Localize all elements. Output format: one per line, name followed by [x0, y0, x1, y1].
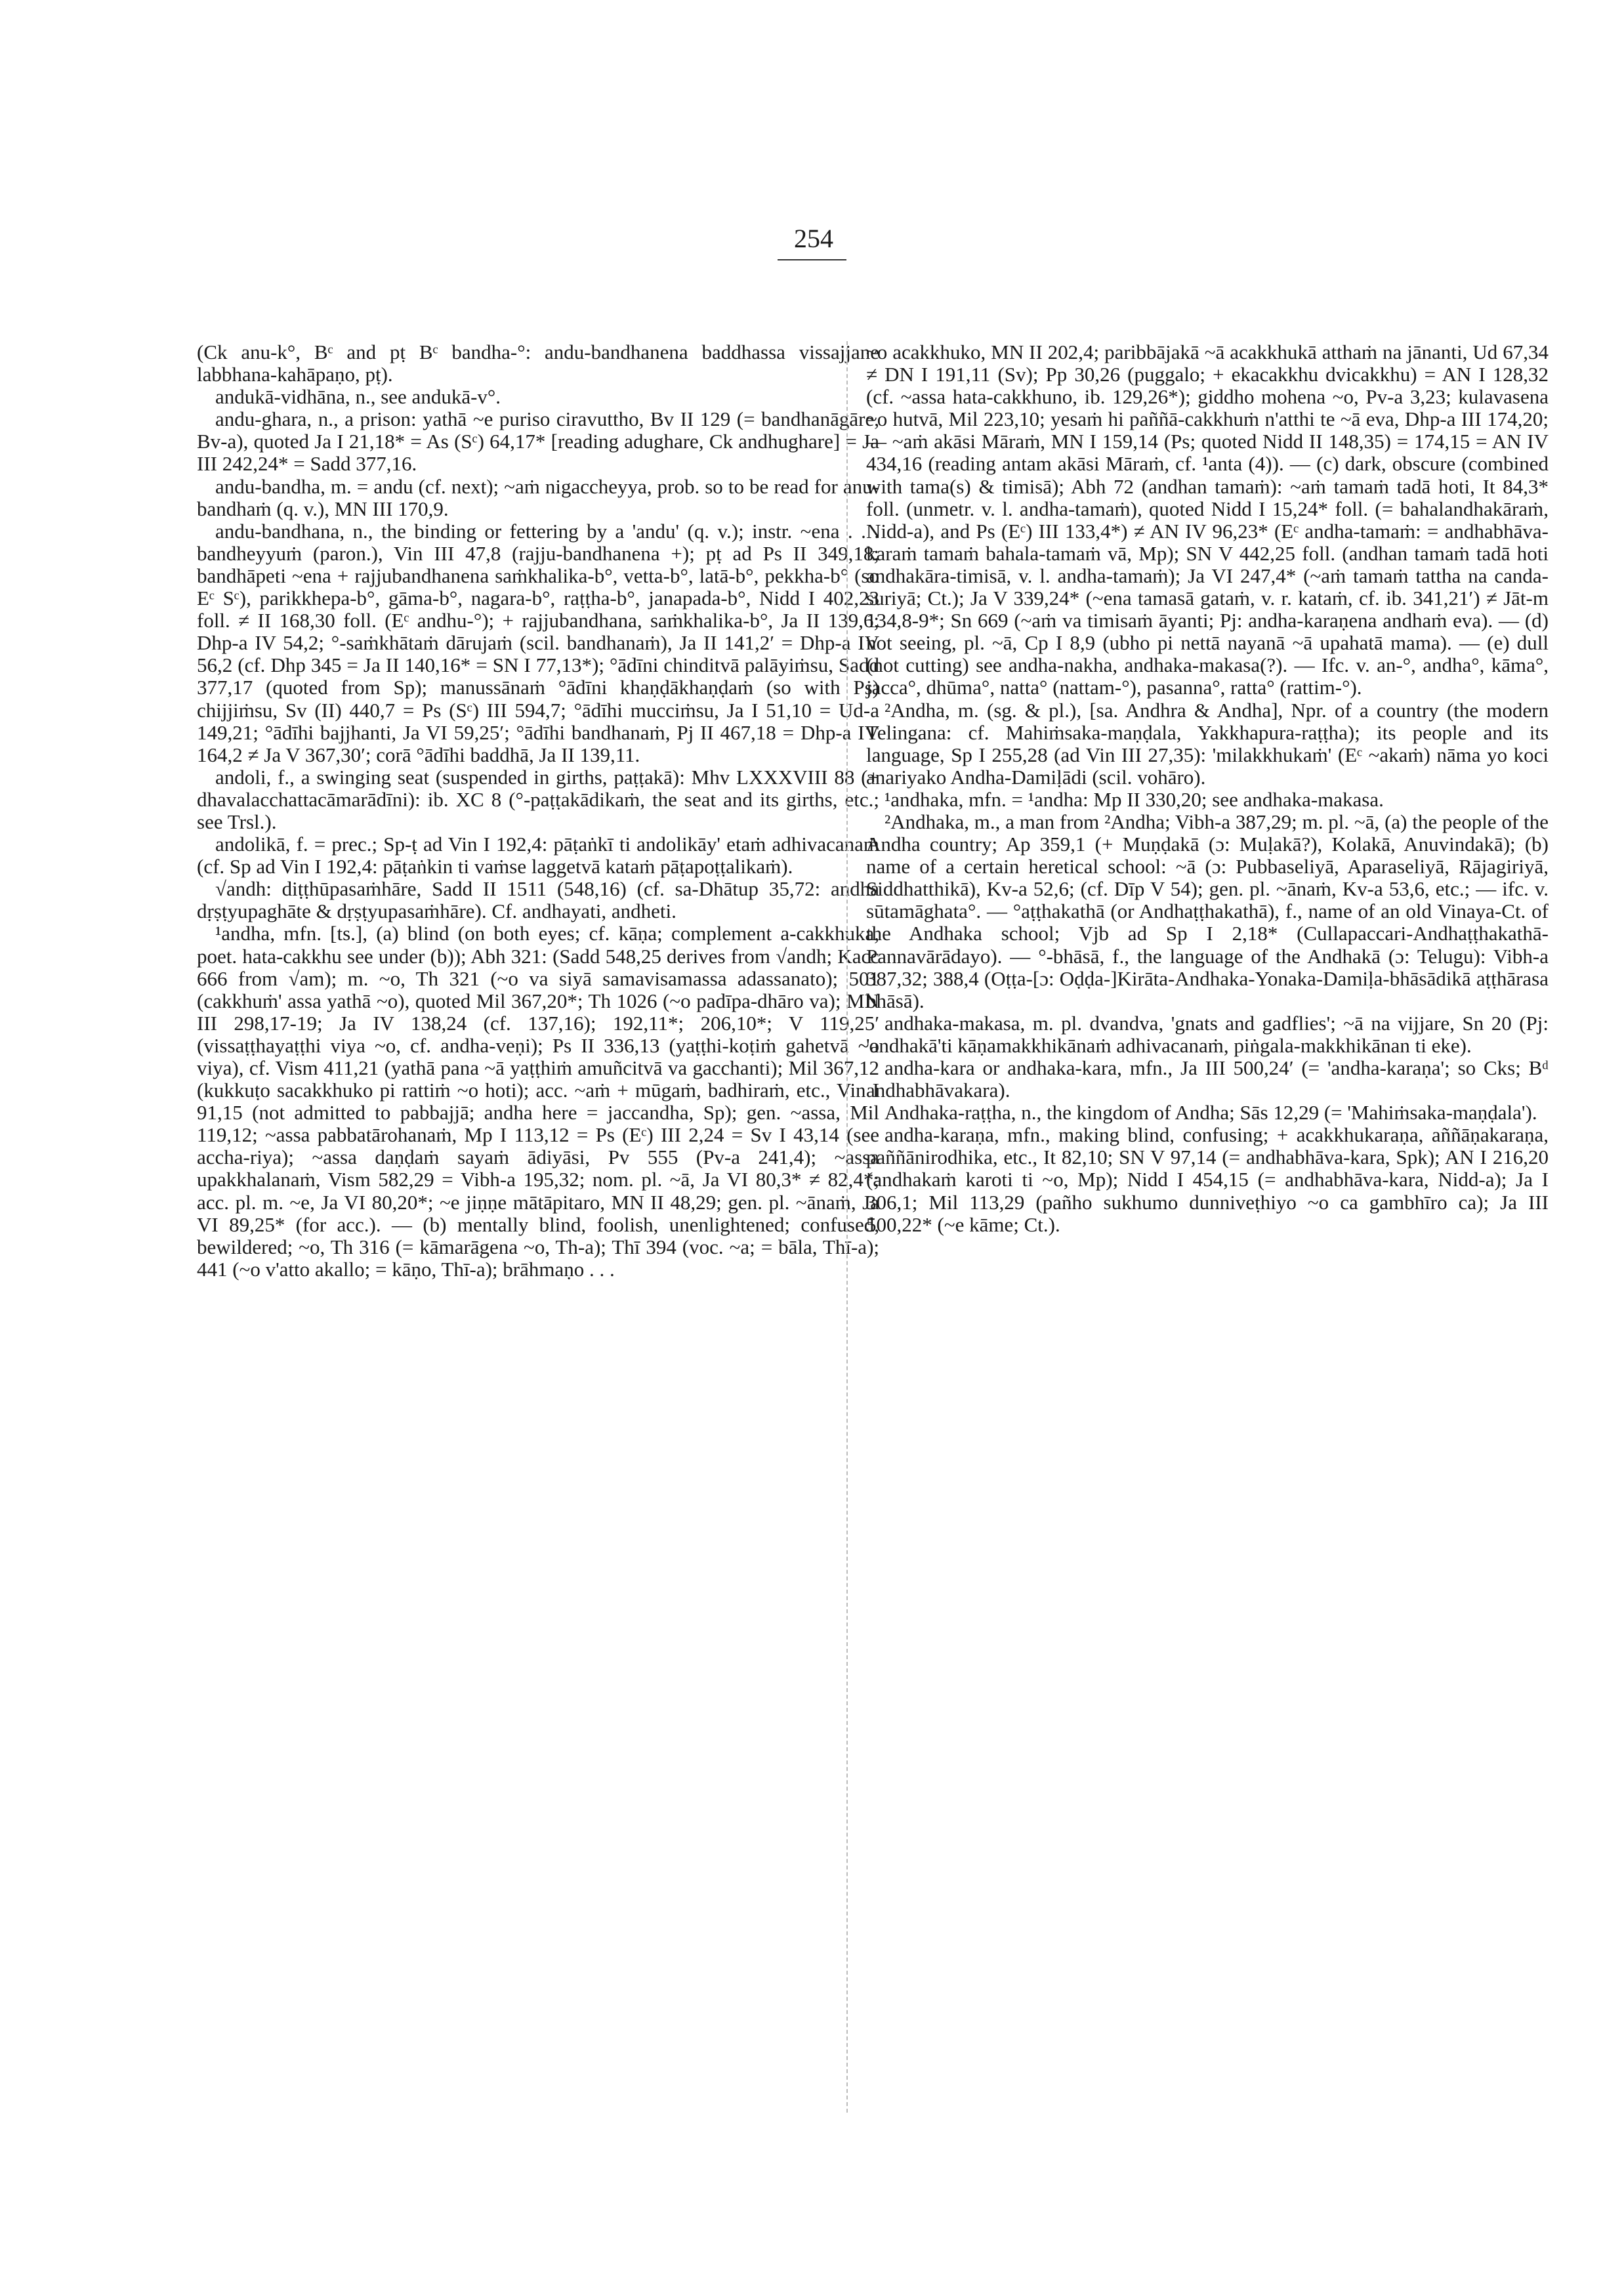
dictionary-entry: ²Andhaka, m., a man from ²Andha; Vibh-a 387,29; m. pl. ~ā, (a) the people of the Andha country; Ap 359,1 (+ Muṇḍakā (ɔ: Muḷakā?), Kolakā, Anuvindakā); (b) name of a certain heretical school: ~ā (ɔ: Pubbaseliyā, Aparaseliyā, Rājagiriyā, Siddhatthikā), Kv-a 52,6; (cf. Dīp V 54); gen. pl. ~ānaṁ, Kv-a 53,6, etc.; — ifc. v. sūtamāghata°. — °aṭṭhakathā (or Andhaṭṭhakathā), f., name of an old Vinaya-Ct. of the Andhaka school; Vjb ad Sp I 2,18* (Cullapaccari-Andhaṭṭhakathā-Pannavārādayo). — °-bhāsā, f., the language of the Andhakā (ɔ: Telugu): Vibh-a 387,32; 388,4 (Oṭṭa-[ɔ: Oḍḍa-]Kirāta-Andhaka-Yonaka-Damiḷa-bhāsādikā aṭṭhārasa bhāsā). — [866, 810, 1549, 1012]
dictionary-entry: (Ck anu-k°, Bᶜ and pṭ Bᶜ bandha-°: andu-bandhanena baddhassa vissajjane labbhana-kahāpaṇo, pṭ). — [197, 341, 879, 386]
dictionary-entry: andoli, f., a swinging seat (suspended in girths, paṭṭakā): Mhv LXXXVIII 88 (+ dhavalacchattacāmarādīni): ib. XC 8 (°-paṭṭakādikaṁ, the seat and its girths, etc.; see Trsl.). — [197, 765, 879, 833]
dictionary-entry: ¹andha, mfn. [ts.], (a) blind (on both eyes; cf. kāṇa; complement a-cakkhuka, poet. hata-cakkhu see under (b)); Abh 321: (Sadd 548,25 derives from √andh; Kacc 666 from √am); m. ~o, Th 321 (~o va siyā samavisamassa adassanato); 501 (cakkhuṁ' assa yathā ~o), quoted Mil 367,20*; Th 1026 (~o padīpa-dhāro va); MN III 298,17-19; Ja IV 138,24 (cf. 137,16); 192,11*; 206,10*; V 119,25′ (vissaṭṭhayaṭṭhi viya ~o, cf. andha-veṇi); Ps II 336,13 (yaṭṭhi-koṭiṁ gahetvā ~o viya), cf. Vism 411,21 (yathā pana ~ā yaṭṭhiṁ amuñcitvā va gacchanti); Mil 367,12 (kukkuṭo sacakkhuko pi rattiṁ ~o hoti); acc. ~aṁ + mūgaṁ, badhiraṁ, etc., Vin I 91,15 (not admitted to pabbajjā; andha here = jaccandha, Sp); gen. ~assa, Mil 119,12; ~assa pabbatārohanaṁ, Mp I 113,12 = Ps (Eᶜ) III 2,24 = Sv I 43,14 (see accha-riya); ~assa daṇḍaṁ sayaṁ ādiyāsi, Pv 555 (Pv-a 241,4); ~assa upakkhalanaṁ, Vism 582,29 = Vibh-a 195,32; nom. pl. ~ā, Ja VI 80,3* ≠ 82,4*; acc. pl. m. ~e, Ja VI 80,20*; ~e jiṇṇe mātāpitaro, MN II 48,29; gen. pl. ~ānaṁ, Ja VI 89,25* (for acc.). — (b) mentally blind, foolish, unenlightened; confused, bewildered; ~o, Th 316 (= kāmarāgena ~o, Th-a); Thī 394 (voc. ~a; = bāla, Thī-a); 441 (~o v'atto akallo; = kāṇo, Thī-a); brāhmaṇo . . . — [197, 922, 879, 1281]
dictionary-entry: ¹andhaka, mfn. = ¹andha: Mp II 330,20; see andhaka-makasa. — [885, 787, 1384, 811]
dictionary-entry: ~o acakkhuko, MN II 202,4; paribbājakā ~ā acakkhukā atthaṁ na jānanti, Ud 67,34 ≠ DN I 191,11 (Sv); Pp 30,26 (puggalo; + ekacakkhu dvicakkhu) = AN I 128,32 (cf. ~assa hata-cakkhuno, ib. 129,26*); giddho mohena ~o, Pv-a 3,23; kulavasena ~o hutvā, Mil 223,10; yesaṁ hi paññā-cakkhuṁ n'atthi te ~ā eva, Dhp-a III 174,20; — ~aṁ akāsi Māraṁ, MN I 159,14 (Ps; quoted Nidd II 148,35) = 174,15 = AN IV 434,16 (reading antam akāsi Māraṁ, cf. ¹anta (4)). — (c) dark, obscure (combined with tama(s) & timisā); Abh 72 (andhan tamaṁ): ~aṁ tamaṁ tadā hoti, It 84,3* foll. (unmetr. v. l. andha-tamaṁ), quoted Nidd I 15,24* foll. (= bahalandhakāraṁ, Nidd-a), and Ps (Eᶜ) III 133,4*) ≠ AN IV 96,23* (Eᶜ andha-tamaṁ: = andhabhāva-karaṁ tamaṁ bahala-tamaṁ vā, Mp); SN V 442,25 foll. (andhan tamaṁ tadā hoti andhakāra-timisā, v. l. andha-tamaṁ); Ja VI 247,4* (~aṁ tamaṁ tattha na canda-suriyā; Ct.); Ja V 339,24* (~ena tamasā gataṁ, v. r. kataṁ, cf. ib. 341,21′) ≠ Jāt-m 134,8-9*; Sn 669 (~aṁ va timisaṁ āyanti; Pj: andha-karaṇena andhaṁ eva). — (d) not seeing, pl. ~ā, Cp I 8,9 (ubho pi nettā nayanā ~ā upahatā mama). — (e) dull (not cutting) see andha-nakha, andhaka-makasa(?). — Ifc. v. an-°, andha°, kāma°, jacca°, dhūma°, natta° (nattam-°), pasanna°, ratta° (rattim-°). — [866, 341, 1549, 699]
dictionary-entry: andha-karaṇa, mfn., making blind, confusing; + acakkhukaraṇa, aññāṇakaraṇa, paññānirodhika, etc., It 82,10; SN V 97,14 (= andhabhāva-kara, Spk); AN I 216,20 (andhakaṁ karoti ti ~o, Mp); Nidd I 454,15 (= andhabhāva-kara, Nidd-a); Ja I 306,1; Mil 113,29 (pañho sukhumo dunniveṭhiyo ~o ca gambhīro ca); Ja III 500,22* (~e kāme; Ct.). — [866, 1123, 1549, 1236]
dictionary-entry: andukā-vidhāna, n., see andukā-v°. — [215, 385, 501, 409]
dictionary-entry: andolikā, f. = prec.; Sp-ṭ ad Vin I 192,4: pāṭaṅkī ti andolikāy' etaṁ adhivacanaṁ (cf. Sp ad Vin I 192,4: pāṭaṅkin ti vaṁse laggetvā kataṁ pāṭapoṭṭalikaṁ). — [197, 833, 879, 879]
column-left — [197, 341, 879, 1281]
dictionary-entry: ²Andha, m. (sg. & pl.), [sa. Andhra & Andha], Npr. of a country (the modern Telingana: cf. Mahiṁsaka-maṇḍala, Yakkhapura-raṭṭha); its people and its language, Sp I 255,28 (ad Vin III 27,35): 'milakkhukaṁ' (Eᶜ ~akaṁ) nāma yo koci anariyako Andha-Damiḷādi (scil. vohāro). — [866, 698, 1549, 789]
column-right — [866, 341, 1549, 1236]
dictionary-entry: √andh: diṭṭhūpasaṁhāre, Sadd II 1511 (548,16) (cf. sa-Dhātup 35,72: andha dṛṣṭyupaghāte & dṛṣṭyupasaṁhāre). Cf. andhayati, andheti. — [197, 877, 879, 923]
dictionary-entry: andhaka-makasa, m. pl. dvandva, 'gnats and gadflies'; ~ā na vijjare, Sn 20 (Pj: 'andhakā'ti kāṇamakkhikānaṁ adhivacanaṁ, piṅgala-makkhikānan ti eke). — [866, 1011, 1549, 1057]
column-divider — [846, 341, 848, 2113]
dictionary-entry: Andhaka-raṭṭha, n., the kingdom of Andha; Sās 12,29 (= 'Mahiṁsaka-maṇḍala'). — [885, 1101, 1537, 1125]
dictionary-entry: andu-ghara, n., a prison: yathā ~e puriso ciravuttho, Bv II 129 (= bandhanāgāre, Bv-a), quoted Ja I 21,18* = As (Sᶜ) 64,17* [reading adughare, Ck andhughare] = Ja III 242,24* = Sadd 377,16. — [197, 407, 879, 476]
page-number: 254 — [794, 224, 833, 253]
dictionary-entry: andu-bandha, m. = andu (cf. next); ~aṁ nigaccheyya, prob. so to be read for anu-bandhaṁ (q. v.), MN III 170,9. — [197, 474, 879, 520]
dictionary-entry: andha-kara or andhaka-kara, mfn., Ja III 500,24′ (= 'andha-karaṇa'; so Cks; Bᵈ andhabhāvakara). — [866, 1056, 1549, 1102]
dictionary-entry: andu-bandhana, n., the binding or fettering by a 'andu' (q. v.); instr. ~ena . . . bandheyyuṁ (paron.), Vin III 47,8 (rajju-bandhanena +); pṭ ad Ps II 349,18; bandhāpeti ~ena + rajjubandhanena saṁkhalika-b°, vetta-b°, latā-b°, pekkha-b° (so Eᶜ Sᶜ), parikkhepa-b°, gāma-b°, nagara-b°, raṭṭha-b°, janapada-b°, Nidd I 402,23 foll. ≠ II 168,30 foll. (Eᶜ andhu-°); + rajjubandhana, saṁkhalika-b°, Ja II 139,6; Dhp-a IV 54,2; °-saṁkhātaṁ dārujaṁ (scil. bandhanaṁ), Ja II 141,2′ = Dhp-a IV 56,2 (cf. Dhp 345 = Ja II 140,16* = SN I 77,13*); °ādīni chinditvā palāyiṁsu, Sadd 377,17 (quoted from Sp); manussānaṁ °ādīni khaṇḍākhaṇḍaṁ (so with Ps) chijjiṁsu, Sv (II) 440,7 = Ps (Sᶜ) III 594,7; °ādīhi mucciṁsu, Ja I 51,10 = Ud-a 149,21; °ādīhi bajjhanti, Ja VI 59,25′; °ādīhi bandhanaṁ, Pj II 467,18 = Dhp-a IV 164,2 ≠ Ja V 367,30′; corā °ādīhi baddhā, Ja II 139,11. — [197, 519, 879, 766]
page-number-rule — [778, 259, 846, 260]
